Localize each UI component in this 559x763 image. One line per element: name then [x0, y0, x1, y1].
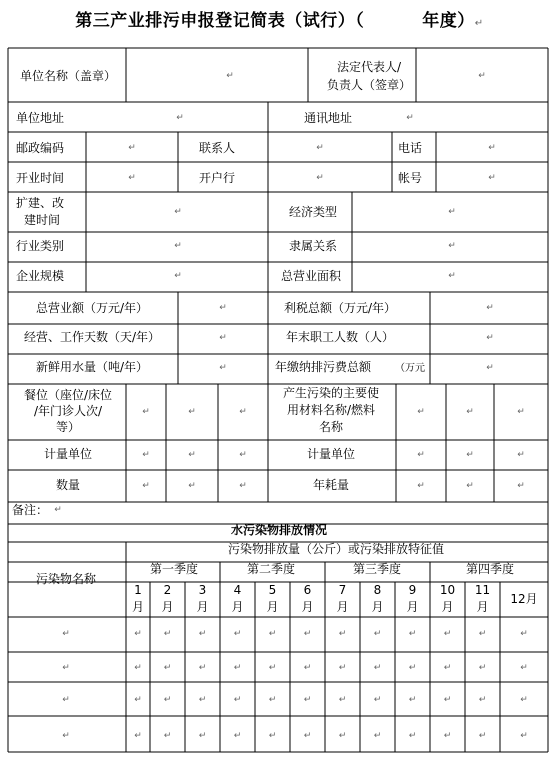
- paragraph-mark-icon: ↵: [163, 731, 172, 741]
- paragraph-mark-icon: ↵: [176, 113, 184, 123]
- month-number: 9: [408, 583, 417, 597]
- paragraph-mark-icon: ↵: [233, 629, 242, 639]
- label-legal-rep-line1: 法定代表人/: [336, 60, 402, 74]
- paragraph-mark-icon: ↵: [517, 407, 525, 417]
- paragraph-mark-icon: ↵: [198, 731, 207, 741]
- label-bank: 开户行: [198, 171, 236, 185]
- paragraph-mark-icon: ↵: [233, 731, 242, 741]
- paragraph-mark-icon: ↵: [478, 695, 487, 705]
- paragraph-mark-icon: ↵: [239, 450, 247, 460]
- paragraph-mark-icon: ↵: [219, 333, 227, 343]
- paragraph-mark-icon: ↵: [443, 695, 452, 705]
- paragraph-mark-icon: ↵: [134, 731, 142, 741]
- paragraph-mark-icon: ↵: [373, 663, 382, 673]
- paragraph-mark-icon: ↵: [520, 695, 528, 705]
- paragraph-mark-icon: ↵: [233, 663, 242, 673]
- paragraph-mark-icon: ↵: [188, 407, 196, 417]
- paragraph-mark-icon: ↵: [142, 481, 150, 491]
- paragraph-mark-icon: ↵: [174, 241, 182, 251]
- paragraph-mark-icon: ↵: [128, 143, 136, 153]
- paragraph-mark-icon: ↵: [488, 173, 496, 183]
- month-suffix: 月: [371, 600, 384, 614]
- label-quarter-3: 第三季度: [352, 562, 402, 576]
- paragraph-mark-icon: ↵: [448, 207, 456, 217]
- paragraph-mark-icon: ↵: [54, 505, 62, 515]
- paragraph-mark-icon: ↵: [198, 629, 207, 639]
- paragraph-mark-icon: ↵: [62, 663, 70, 673]
- paragraph-mark-icon: ↵: [128, 173, 136, 183]
- paragraph-mark-icon: ↵: [486, 363, 494, 373]
- month-number: 7: [338, 583, 347, 597]
- paragraph-mark-icon: ↵: [226, 71, 234, 81]
- label-pollutant-name: 污染物名称: [35, 572, 97, 586]
- paragraph-mark-icon: ↵: [198, 695, 207, 705]
- paragraph-mark-icon: ↵: [134, 629, 142, 639]
- label-fee-unit: （万元: [395, 363, 425, 374]
- paragraph-mark-icon: ↵: [478, 71, 486, 81]
- label-expand-line1: 扩建、改: [16, 196, 65, 210]
- paragraph-mark-icon: ↵: [174, 207, 182, 217]
- label-remarks: 备注：: [12, 503, 49, 517]
- label-work-days: 经营、工作天数（天/年）: [23, 330, 161, 344]
- label-open-time: 开业时间: [16, 171, 65, 185]
- paragraph-mark-icon: ↵: [373, 695, 382, 705]
- paragraph-mark-icon: ↵: [134, 663, 142, 673]
- paragraph-mark-icon: ↵: [408, 695, 417, 705]
- label-mail-address: 通讯地址: [303, 111, 353, 125]
- paragraph-mark-icon: ↵: [443, 629, 452, 639]
- paragraph-mark-icon: ↵: [373, 731, 382, 741]
- label-econ-type: 经济类型: [288, 205, 338, 219]
- paragraph-mark-icon: ↵: [338, 629, 347, 639]
- paragraph-mark-icon: ↵: [163, 695, 172, 705]
- paragraph-mark-icon: ↵: [188, 450, 196, 460]
- month-suffix: 月: [441, 600, 454, 614]
- paragraph-mark-icon: ↵: [219, 303, 227, 313]
- paragraph-mark-icon: ↵: [338, 663, 347, 673]
- paragraph-mark-icon: ↵: [233, 695, 242, 705]
- label-water: 新鲜用水量（吨/年）: [35, 360, 149, 374]
- form-title-year: 年度）: [422, 11, 475, 31]
- paragraph-mark-icon: ↵: [373, 629, 382, 639]
- paragraph-mark-icon: ↵: [448, 241, 456, 251]
- label-emission-header: 污染物排放量（公斤）或污染排放特征值: [227, 542, 445, 556]
- paragraph-mark-icon: ↵: [163, 663, 172, 673]
- paragraph-mark-icon: ↵: [517, 450, 525, 460]
- month-suffix: 月: [301, 600, 314, 614]
- month-number: 5: [268, 583, 277, 597]
- label-quarter-2: 第二季度: [246, 562, 296, 576]
- paragraph-mark-icon: ↵: [466, 407, 474, 417]
- paragraph-mark-icon: ↵: [417, 407, 425, 417]
- paragraph-mark-icon: ↵: [408, 629, 417, 639]
- paragraph-mark-icon: ↵: [316, 143, 324, 153]
- label-unit-address: 单位地址: [16, 111, 65, 125]
- month-number: 2: [163, 583, 172, 597]
- paragraph-mark-icon: ↵: [520, 731, 528, 741]
- paragraph-mark-icon: ↵: [268, 731, 277, 741]
- paragraph-mark-icon: ↵: [174, 271, 182, 281]
- label-material-line1: 产生污染的主要使: [282, 386, 380, 400]
- paragraph-mark-icon: ↵: [520, 629, 528, 639]
- paragraph-mark-icon: ↵: [142, 407, 150, 417]
- paragraph-mark-icon: ↵: [466, 481, 474, 491]
- month-suffix: 月: [161, 600, 174, 614]
- label-legal-rep-line2: 负责人（签章）: [326, 78, 412, 92]
- paragraph-mark-icon: ↵: [303, 695, 312, 705]
- month-label: 12月: [510, 592, 538, 606]
- paragraph-mark-icon: ↵: [417, 481, 425, 491]
- form-title-text: 第三产业排污申报登记简表（试行）（: [75, 11, 365, 31]
- label-seats-line3: 等）: [55, 420, 81, 434]
- month-suffix: 月: [196, 600, 209, 614]
- label-measure-unit-left: 计量单位: [43, 447, 93, 461]
- paragraph-mark-icon: ↵: [303, 663, 312, 673]
- paragraph-mark-icon: ↵: [486, 303, 494, 313]
- label-quarter-1: 第一季度: [149, 562, 199, 576]
- month-suffix: 月: [336, 600, 349, 614]
- paragraph-mark-icon: ↵: [520, 663, 528, 673]
- month-number: 8: [373, 583, 382, 597]
- paragraph-mark-icon: ↵: [408, 663, 417, 673]
- label-expand-line2: 建时间: [24, 213, 61, 227]
- paragraph-mark-icon: ↵: [239, 481, 247, 491]
- month-number: 6: [303, 583, 312, 597]
- paragraph-mark-icon: ↵: [486, 333, 494, 343]
- paragraph-mark-icon: ↵: [62, 695, 70, 705]
- label-quantity: 数量: [55, 478, 81, 492]
- paragraph-mark-icon: ↵: [517, 481, 525, 491]
- label-scale: 企业规模: [16, 269, 65, 283]
- month-suffix: 月: [266, 600, 279, 614]
- paragraph-mark-icon: ↵: [443, 731, 452, 741]
- paragraph-mark-icon: ↵: [62, 731, 70, 741]
- paragraph-mark-icon: ↵: [466, 450, 474, 460]
- month-suffix: 月: [231, 600, 244, 614]
- month-suffix: 月: [406, 600, 419, 614]
- paragraph-mark-icon: ↵: [142, 450, 150, 460]
- month-number: 11: [474, 583, 491, 597]
- label-account: 帐号: [397, 171, 423, 185]
- month-suffix: 月: [131, 600, 145, 614]
- month-number: 3: [198, 583, 207, 597]
- paragraph-mark-icon: ↵: [268, 695, 277, 705]
- paragraph-mark-icon: ↵: [303, 629, 312, 639]
- section-water-pollution: 水污染物排放情况: [230, 523, 328, 537]
- paragraph-mark-icon: ↵: [268, 663, 277, 673]
- paragraph-mark-icon: ↵: [478, 663, 487, 673]
- paragraph-mark-icon: ↵: [62, 629, 70, 639]
- paragraph-mark-icon: ↵: [268, 629, 277, 639]
- paragraph-mark-icon: ↵: [219, 363, 227, 373]
- paragraph-mark-icon: ↵: [408, 731, 417, 741]
- label-seats-line1: 餐位（座位/床位: [23, 388, 113, 402]
- label-tax: 利税总额（万元/年）: [283, 301, 397, 315]
- paragraph-mark-icon: ↵: [134, 695, 142, 705]
- label-unit-name: 单位名称（盖章）: [19, 69, 117, 83]
- label-industry: 行业类别: [16, 239, 65, 253]
- label-material-line2: 用材料名称/燃料: [286, 403, 376, 417]
- month-number: 1: [134, 583, 142, 597]
- label-affiliation: 隶属关系: [288, 239, 338, 253]
- paragraph-mark-icon: ↵: [406, 113, 414, 123]
- paragraph-mark-icon: ↵: [163, 629, 172, 639]
- label-contact: 联系人: [198, 141, 236, 155]
- paragraph-mark-icon: ↵: [417, 450, 425, 460]
- paragraph-mark-icon: ↵: [488, 143, 496, 153]
- label-phone: 电话: [397, 141, 423, 155]
- paragraph-mark-icon: ↵: [316, 173, 324, 183]
- paragraph-mark-icon: ↵: [198, 663, 207, 673]
- paragraph-mark-icon: ↵: [239, 407, 247, 417]
- label-staff: 年末职工人数（人）: [285, 330, 395, 344]
- paragraph-mark-icon: ↵: [338, 695, 347, 705]
- label-revenue: 总营业额（万元/年）: [35, 301, 149, 315]
- label-quarter-4: 第四季度: [465, 562, 515, 576]
- month-number: 4: [233, 583, 242, 597]
- paragraph-mark-icon: ↵: [474, 18, 484, 29]
- paragraph-mark-icon: ↵: [478, 629, 487, 639]
- paragraph-mark-icon: ↵: [448, 271, 456, 281]
- paragraph-mark-icon: ↵: [303, 731, 312, 741]
- month-number: 10: [439, 583, 456, 597]
- label-measure-unit-right: 计量单位: [306, 447, 356, 461]
- label-material-line3: 名称: [318, 420, 344, 434]
- paragraph-mark-icon: ↵: [478, 731, 487, 741]
- label-business-area: 总营业面积: [280, 269, 342, 283]
- paragraph-mark-icon: ↵: [338, 731, 347, 741]
- month-suffix: 月: [476, 600, 489, 614]
- label-seats-line2: /年门诊人次/: [33, 404, 103, 418]
- label-annual-use: 年耗量: [312, 478, 350, 492]
- paragraph-mark-icon: ↵: [188, 481, 196, 491]
- label-postal-code: 邮政编码: [16, 141, 65, 155]
- paragraph-mark-icon: ↵: [443, 663, 452, 673]
- label-fee: 年缴纳排污费总额: [275, 360, 372, 374]
